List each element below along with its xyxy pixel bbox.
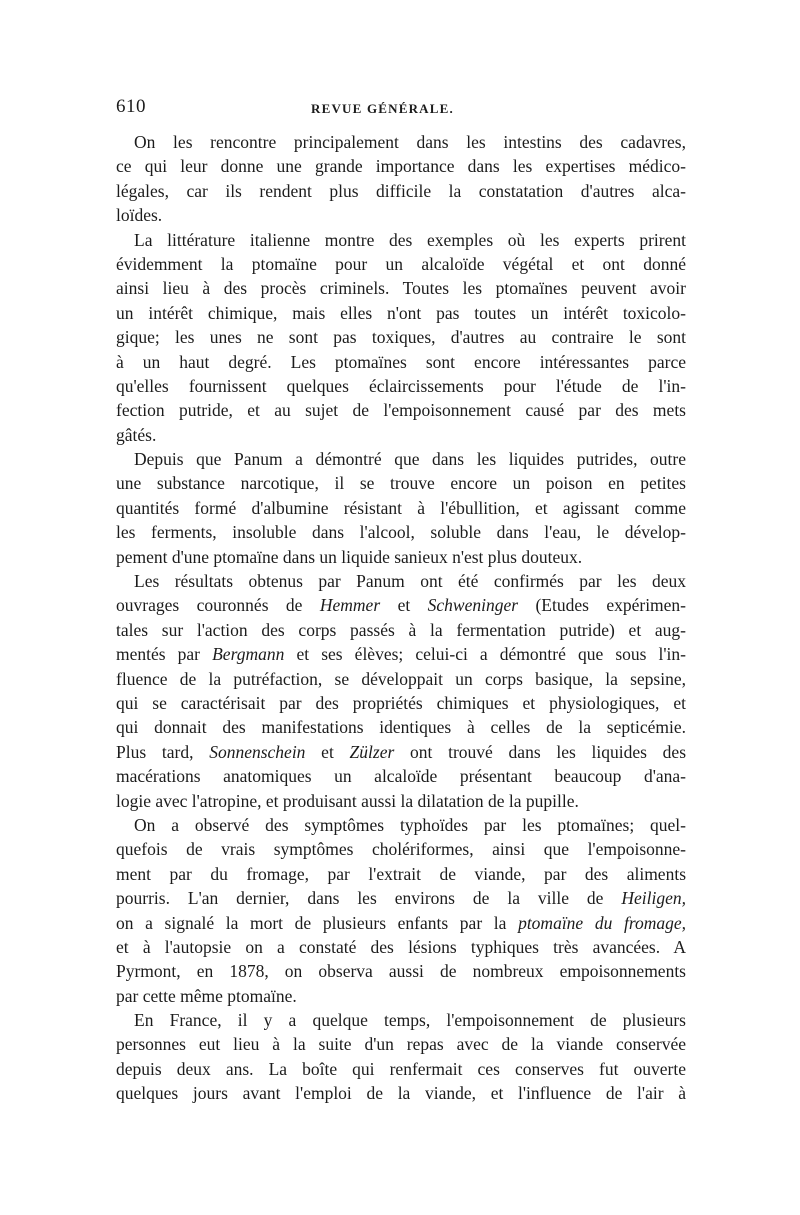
text-run: mentés par bbox=[116, 644, 201, 665]
text-line: par cette même ptomaïne. bbox=[116, 985, 297, 1006]
text-line: à un haut degré. Les ptomaïnes sont encore intéressantes parce bbox=[116, 351, 686, 372]
text-run: ouvrages couronnés de bbox=[116, 595, 303, 616]
text-line: quantités formé d'albumine résistant à l'ébullition, et agissant comme bbox=[116, 497, 686, 518]
text-line bbox=[116, 740, 686, 764]
page-number: 610 bbox=[116, 96, 146, 117]
author-name: Bergmann bbox=[212, 644, 285, 665]
text-run: et bbox=[321, 741, 334, 762]
text-line: ment par du fromage, par l'extrait de viande, par des aliments bbox=[116, 863, 686, 884]
page-header bbox=[116, 96, 686, 130]
text-line: logie avec l'atropine, et produisant aussi la dilatation de la pupille. bbox=[116, 790, 579, 811]
text-line: On les rencontre principalement dans les intestins des cadavres, bbox=[134, 132, 686, 152]
text-line: On a observé des symptômes typhoïdes par les ptomaïnes; quel- bbox=[134, 814, 686, 835]
text-line: macérations anatomiques un alcaloïde présentant beaucoup d'ana- bbox=[116, 766, 686, 787]
text-line: quefois de vrais symptômes cholériformes, ainsi que l'empoisonne- bbox=[116, 839, 686, 860]
text-run: (Etudes expérimen- bbox=[535, 595, 687, 616]
text-line: loïdes. bbox=[116, 205, 163, 226]
author-name: Schweninger bbox=[427, 595, 519, 616]
text-run: et ses élèves; celui-ci a démontré que sous l'in- bbox=[296, 644, 686, 665]
text-line: fluence de la putréfaction, se développait un corps basique, la sepsine, bbox=[116, 668, 686, 689]
text-run: ont trouvé dans les liquides des bbox=[410, 741, 686, 762]
place-name: Heiligen, bbox=[621, 888, 687, 909]
text-line: gique; les unes ne sont pas toxiques, d'autres au contraire le sont bbox=[116, 327, 686, 348]
text-line: gâtés. bbox=[116, 424, 157, 445]
text-line: Depuis que Panum a démontré que dans les liquides putrides, outre bbox=[134, 449, 686, 470]
text-run: pourris. L'an dernier, dans les environs de la ville de bbox=[116, 888, 604, 909]
text-line: tales sur l'action des corps passés à la fermentation putride) et aug- bbox=[116, 619, 686, 640]
running-head: REVUE GÉNÉRALE. bbox=[311, 101, 454, 116]
term-name: ptomaïne du fromage, bbox=[518, 912, 687, 933]
text-line: quelques jours avant l'emploi de la viande, et l'influence de l'air à bbox=[116, 1083, 686, 1104]
text-line: une substance narcotique, il se trouve encore un poison en petites bbox=[116, 473, 686, 494]
text-line: ainsi lieu à des procès criminels. Toutes les ptomaïnes peuvent avoir bbox=[116, 278, 686, 299]
text-line: personnes eut lieu à la suite d'un repas avec de la viande conservée bbox=[116, 1034, 686, 1055]
text-line bbox=[116, 911, 686, 935]
text-line: La littérature italienne montre des exemples où les experts prirent bbox=[134, 229, 686, 250]
author-name: Zülzer bbox=[349, 741, 395, 762]
text-line: qu'elles fournissent quelques éclaircissements pour l'étude de l'in- bbox=[116, 375, 686, 396]
text-run: on a signalé la mort de plusieurs enfants par la bbox=[116, 912, 507, 933]
text-line: ce qui leur donne une grande importance dans les expertises médico- bbox=[116, 156, 686, 177]
author-name: Sonnenschein bbox=[209, 741, 306, 762]
text-line: En France, il y a quelque temps, l'empoisonnement de plusieurs bbox=[134, 1010, 686, 1031]
text-line bbox=[116, 886, 686, 910]
text-line: Pyrmont, en 1878, on observa aussi de nombreux empoisonnements bbox=[116, 961, 686, 982]
body-text bbox=[116, 130, 686, 1106]
text-line bbox=[116, 593, 686, 617]
text-line: fection putride, et au sujet de l'empoisonnement causé par des mets bbox=[116, 400, 686, 421]
text-run: et bbox=[397, 595, 411, 616]
author-name: Hemmer bbox=[319, 595, 381, 616]
text-line: Les résultats obtenus par Panum ont été confirmés par les deux bbox=[134, 571, 686, 592]
text-line: légales, car ils rendent plus difficile la constatation d'autres alca- bbox=[116, 180, 686, 201]
text-line: les ferments, insoluble dans l'alcool, soluble dans l'eau, le dévelop- bbox=[116, 522, 686, 543]
text-line: pement d'une ptomaïne dans un liquide sanieux n'est plus douteux. bbox=[116, 546, 583, 567]
text-line bbox=[116, 642, 686, 666]
document-page bbox=[116, 96, 686, 1106]
text-run: Plus tard, bbox=[116, 741, 194, 762]
text-line: et à l'autopsie on a constaté des lésions typhiques très avancées. A bbox=[116, 936, 686, 957]
text-line: qui donnait des manifestations identiques à celles de la septicémie. bbox=[116, 717, 686, 738]
text-line: depuis deux ans. La boîte qui renfermait ces conserves fut ouverte bbox=[116, 1058, 686, 1079]
text-line: qui se caractérisait par des propriétés chimiques et physiologiques, et bbox=[116, 692, 686, 713]
text-line: un intérêt chimique, mais elles n'ont pas toutes un intérêt toxicolo- bbox=[116, 302, 686, 323]
text-line: évidemment la ptomaïne pour un alcaloïde végétal et ont donné bbox=[116, 253, 686, 274]
